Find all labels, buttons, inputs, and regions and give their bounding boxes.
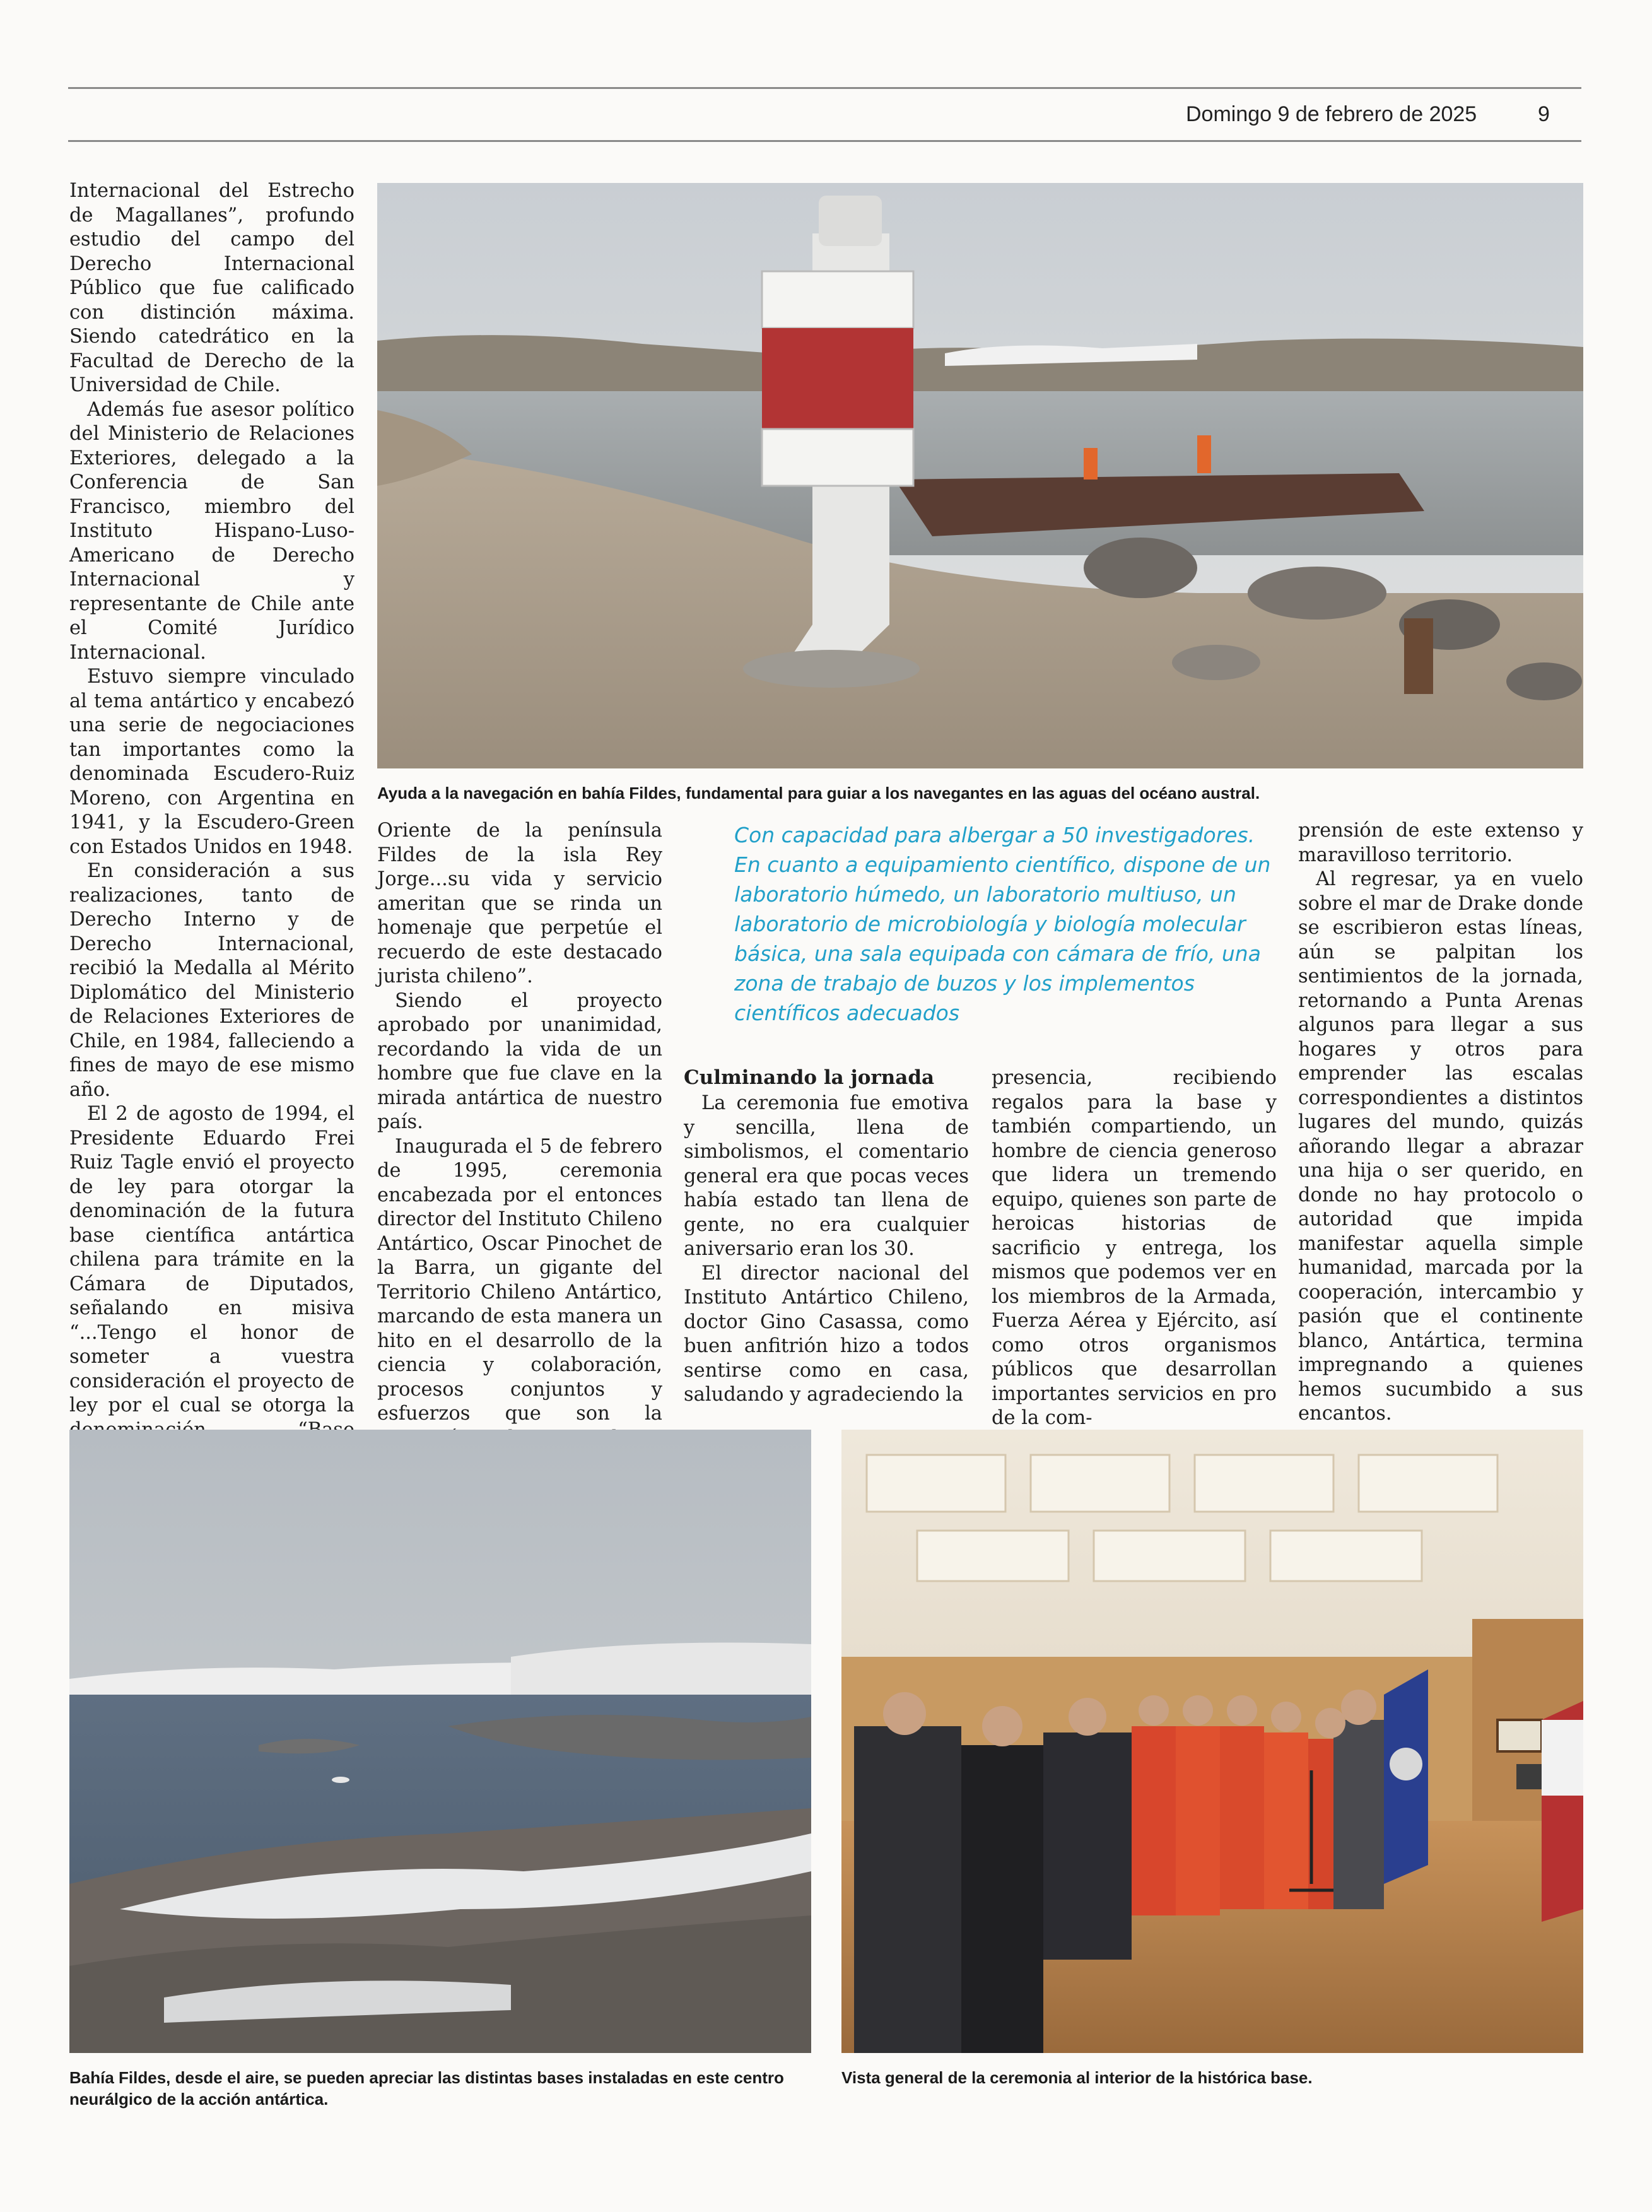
paragraph: El 2 de agosto de 1994, el Presidente Eduardo Frei Ruiz Tagle envió el proyecto de ley para otorgar la denominación de la futura base científica antártica chilena para trámite en la Cámara de Diputados, señalando en misiva “...Tengo el honor de someter a vuestra consideración el proyecto de ley por el cual se otorga la <box>69 1103 354 1416</box>
article-column-1 <box>69 179 354 1539</box>
paragraph: En consideración a sus realizaciones, tanto de Derecho Interno y de Derecho Internacional, recibió la Medalla al Mérito Diplomático del Ministerio de Relaciones Exteriores de Chile, en 1984, falleciendo a fines de mayo de ese mismo año. <box>69 860 354 1101</box>
paragraph: presencia, recibiendo regalos para la base y también compartiendo, un hombre de ciencia generoso que lidera un tremendo equipo, quienes son parte de heroicas historias de sacrificio y entrega, los mismos que podemos ver en los miembros de la Armada, Fuerza Aérea y Ejército, así como otros organismos públicos que desarrollan importantes servicios en pro de la com- <box>992 1067 1277 1429</box>
lighthouse-caption: Ayuda a la navegación en bahía Fildes, fundamental para guiar a los navegantes en las aguas del océano austral. <box>377 784 1260 803</box>
header-top-rule <box>68 87 1581 89</box>
paragraph: El director nacional del Instituto Antártico Chileno, doctor Gino Casassa, como buen anfitrión hizo a todos sentirse como en casa, saludando y agradeciendo la <box>684 1262 969 1406</box>
pull-quote: Con capacidad para albergar a 50 investigadores. En cuanto a equipamiento científico, dispone de un laboratorio húmedo, un laboratorio multiuso, un laboratorio de microbiología y biología molecular básica, una sala equipada con cámara de frío, una zona de trabajo de buzos y los implementos científicos adecuados <box>734 823 1271 1025</box>
article-column-4 <box>992 1066 1277 1431</box>
lighthouse-image <box>377 183 1583 768</box>
ceremony-caption: Vista general de la ceremonia al interior de la histórica base. <box>841 2068 1313 2087</box>
paragraph: Además fue asesor político del Ministerio de Relaciones Exteriores, delegado a la Conferencia de San Francisco, miembro del Instituto Hispano-Luso-Americano de Derecho Internacional y representante de Chile ante el Comité Jurídico Internacional. <box>69 398 354 664</box>
aerial-bay-caption: Bahía Fildes, desde el aire, se pueden apreciar las distintas bases instaladas en este centro neurálgico de la acción antártica. <box>69 2068 784 2109</box>
header-bottom-rule <box>68 140 1581 142</box>
aerial-bay-photo <box>69 1430 811 2053</box>
paragraph: Estuvo siempre vinculado al tema antártico y encabezó una serie de negociaciones tan importantes como la denominada Escudero-Ruiz Moreno, con Argentina en 1941, y la Escudero-Green con Estados Unidos en 1948. <box>69 666 354 858</box>
paragraph: Al regresar, ya en vuelo sobre el mar de Drake donde se escribieron estas líneas, aún se palpitan los sentimientos de la jornada, retornando a Punta Arenas algunos para llegar a sus hogares y otros para emprender las escalas correspondientes a distintos lugares del mundo, quizás añorando llegar a abrazar una hija o ser querido, en donde no hay protocolo o autoridad que impida manifestar aquella simple humanidad, marcada por la cooperación, intercambio y pasión que el continente blanco, Antártica, termina impregnando a quienes hemos sucumbido a sus encantos. <box>1298 868 1583 1425</box>
page-number: 9 <box>1538 102 1550 126</box>
paragraph: Oriente de la península Fildes de la isla Rey Jorge...su vida y servicio ameritan que se rinda un homenaje que perpetúe el recuerdo de este destacado jurista chileno”. <box>377 820 662 987</box>
aerial-bay-image <box>69 1430 811 2053</box>
ceremony-image <box>841 1430 1583 2053</box>
paragraph: La ceremonia fue emotiva y sencilla, llena de simbolismos, el comentario general era que pocas veces había estado tan llena de gente, no era cualquier aniversario eran los 30. <box>684 1092 969 1260</box>
lighthouse-photo <box>377 183 1583 768</box>
paragraph: prensión de este extenso y maravilloso territorio. <box>1298 820 1583 866</box>
article-column-2 <box>377 819 662 1499</box>
page-date: Domingo 9 de febrero de 2025 <box>1186 102 1477 126</box>
paragraph: Inaugurada el 5 de febrero de 1995, ceremonia encabezada por el entonces director del Instituto Chileno Antártico, Oscar Pinochet de la Barra, un gigante del Territorio Chileno Antártico, marcando de esta manera un hito en el desarrollo de la ciencia y colaboración, procesos conjuntos y esfuerzos que son la <box>377 1135 662 1425</box>
paragraph: Siendo el proyecto aprobado por unanimidad, recordando la vida de un hombre que fue clave en la mirada antártica de nuestro país. <box>377 989 662 1133</box>
section-subhead: Culminando la jornada <box>684 1066 935 1089</box>
ceremony-photo <box>841 1430 1583 2053</box>
article-column-5 <box>1298 819 1583 1427</box>
article-column-3 <box>684 1065 969 1408</box>
paragraph: Internacional del Estrecho de Magallanes”, profundo estudio del campo del Derecho Internacional Público que fue calificado con distinción máxima. Siendo catedrático en la Facultad de Derecho de la Universidad de Chile. <box>69 180 354 396</box>
